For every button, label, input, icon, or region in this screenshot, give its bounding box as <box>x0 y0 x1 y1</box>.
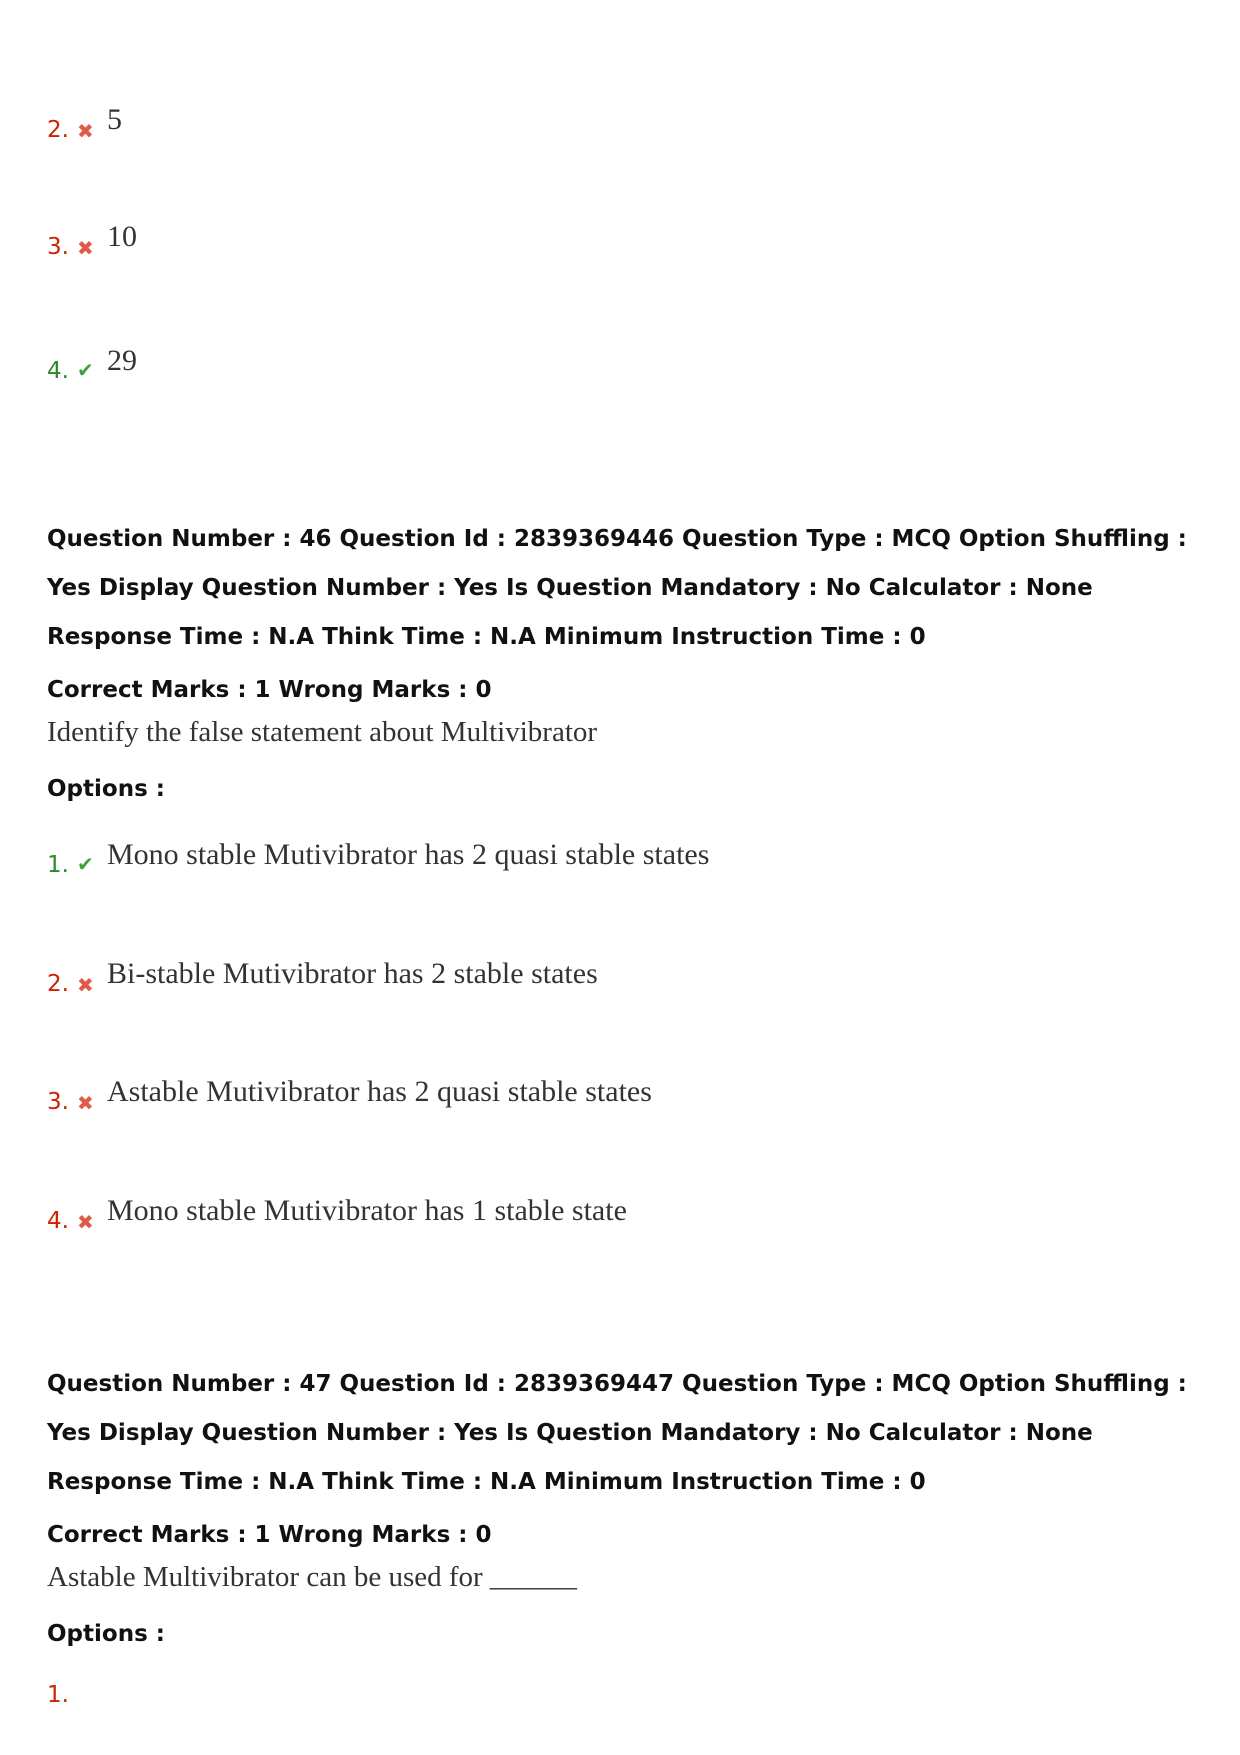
question-marks: Correct Marks : 1 Wrong Marks : 0 <box>47 677 492 703</box>
cross-icon: ✖ <box>77 973 94 997</box>
check-icon: ✔ <box>77 852 94 876</box>
option-text: Astable Mutivibrator has 2 quasi stable states <box>107 1075 652 1108</box>
cross-icon: ✖ <box>77 119 94 143</box>
option-number: 2. <box>47 971 69 997</box>
option-number: 4. <box>47 1208 69 1234</box>
options-label: Options : <box>47 1621 165 1647</box>
question-meta: Question Number : 46 Question Id : 2839369446 Question Type : MCQ Option Shuffling : Yes Display Question Number : Yes Is Question Mandatory : No Calculator : None Response Time : N.A Think Time : N.A Minimum Instruction Time : 0 <box>47 526 1187 650</box>
option-number: 1. <box>47 852 69 878</box>
question-meta: Question Number : 47 Question Id : 2839369447 Question Type : MCQ Option Shuffling : Yes Display Question Number : Yes Is Question Mandatory : No Calculator : None Response Time : N.A Think Time : N.A Minimum Instruction Time : 0 <box>47 1371 1187 1495</box>
option-number: 4. <box>47 358 69 384</box>
option-text: Mono stable Mutivibrator has 2 quasi stable states <box>107 838 710 871</box>
check-icon: ✔ <box>77 358 94 382</box>
cross-icon: ✖ <box>77 1210 94 1234</box>
question-marks: Correct Marks : 1 Wrong Marks : 0 <box>47 1522 492 1548</box>
option-number: 2. <box>47 117 69 143</box>
option-number: 3. <box>47 1089 69 1115</box>
cross-icon: ✖ <box>77 1091 94 1115</box>
question-text: Identify the false statement about Multivibrator <box>47 716 598 748</box>
option-text: Mono stable Mutivibrator has 1 stable state <box>107 1194 627 1227</box>
option-text: 29 <box>107 344 137 377</box>
option-number: 1. <box>47 1682 69 1708</box>
option-text: Bi-stable Mutivibrator has 2 stable states <box>107 957 598 990</box>
question-text: Astable Multivibrator can be used for ______ <box>47 1561 577 1593</box>
options-label: Options : <box>47 776 165 802</box>
cross-icon: ✖ <box>77 236 94 260</box>
option-text: 10 <box>107 220 137 253</box>
option-number: 3. <box>47 234 69 260</box>
option-text: 5 <box>107 103 122 136</box>
